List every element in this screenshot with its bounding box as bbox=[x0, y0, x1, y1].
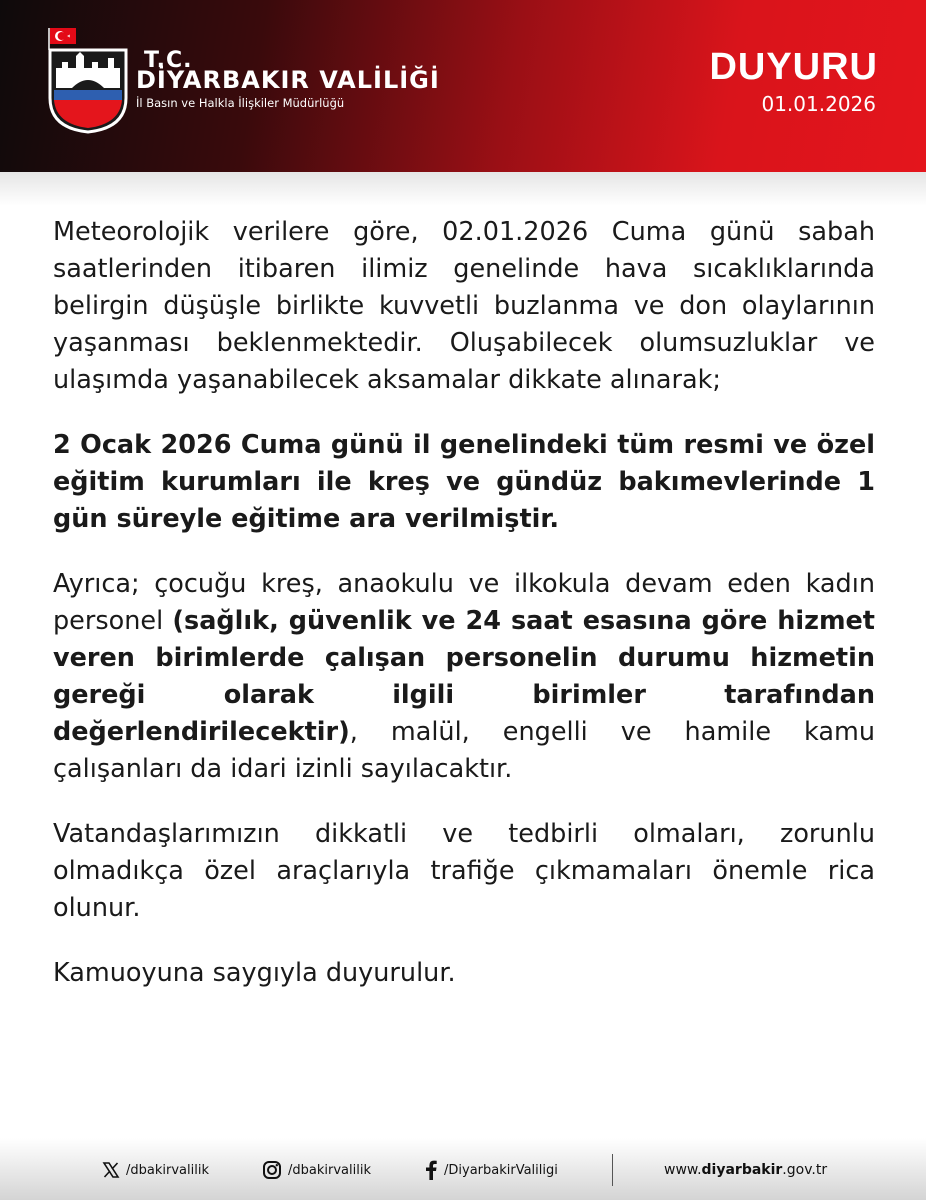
x-icon bbox=[102, 1161, 120, 1179]
instagram-icon bbox=[262, 1160, 282, 1180]
org-short: T.C. bbox=[144, 48, 193, 73]
paragraph-3 bbox=[53, 566, 875, 788]
paragraph-3-bold: (sağlık, güvenlik ve 24 saat esasına göre hizmet veren birimlerde çalışan personelin durumu hizmetin gereği olarak ilgili birimler tarafından değerlendirilecektir) bbox=[53, 606, 875, 747]
footer bbox=[0, 1138, 926, 1200]
notice-label: DUYURU bbox=[709, 46, 878, 88]
header-banner bbox=[0, 0, 926, 172]
website-name: diyarbakir bbox=[701, 1162, 783, 1178]
notice-date: 01.01.2026 bbox=[761, 92, 876, 116]
website-prefix: www. bbox=[664, 1162, 702, 1178]
paragraph-2 bbox=[53, 427, 875, 538]
facebook-handle: /DiyarbakirValiligi bbox=[444, 1162, 558, 1178]
website-link[interactable] bbox=[664, 1160, 827, 1180]
instagram-link[interactable] bbox=[262, 1160, 371, 1180]
paragraph-2-bold: 2 Ocak 2026 Cuma günü il genelindeki tüm resmi ve özel eğitim kurumları ile kreş ve gündüz bakımevlerinde 1 gün süreyle eğitime ara verilmiştir. bbox=[53, 430, 875, 534]
paragraph-3-end: , malül, engelli ve hamile kamu çalışanları da idari izinli sayılacaktır. bbox=[53, 717, 875, 784]
footer-divider bbox=[612, 1154, 613, 1186]
x-handle: /dbakirvalilik bbox=[126, 1162, 209, 1178]
department-name: İl Basın ve Halkla İlişkiler Müdürlüğü bbox=[136, 96, 345, 110]
paragraph-5: Kamuoyuna saygıyla duyurulur. bbox=[53, 958, 456, 988]
paragraph-3-start: Ayrıca; çocuğu kreş, anaokulu ve ilkokula devam eden kadın personel bbox=[53, 569, 875, 636]
x-link[interactable] bbox=[102, 1160, 209, 1180]
paragraph-4: Vatandaşlarımızın dikkatli ve tedbirli olmaları, zorunlu olmadıkça özel araçlarıyla trafiğe çıkmamaları önemle rica olunur. bbox=[53, 819, 875, 923]
announcement-body bbox=[53, 214, 875, 1020]
diyarbakir-governorship-logo bbox=[46, 28, 130, 134]
instagram-handle: /dbakirvalilik bbox=[288, 1162, 371, 1178]
org-name: DİYARBAKIR VALİLİĞİ bbox=[136, 66, 440, 94]
facebook-icon bbox=[424, 1160, 438, 1180]
paragraph-1: Meteorolojik verilere göre, 02.01.2026 Cuma günü sabah saatlerinden itibaren ilimiz genelinde hava sıcaklıklarında belirgin düşüşle birlikte kuvvetli buzlanma ve don olaylarının yaşanması beklenmektedir. Oluşabilecek olumsuzluklar ve ulaşımda yaşanabilecek aksamalar dikkate alınarak; bbox=[53, 217, 875, 395]
website-suffix: .gov.tr bbox=[782, 1162, 828, 1178]
facebook-link[interactable] bbox=[424, 1160, 558, 1180]
